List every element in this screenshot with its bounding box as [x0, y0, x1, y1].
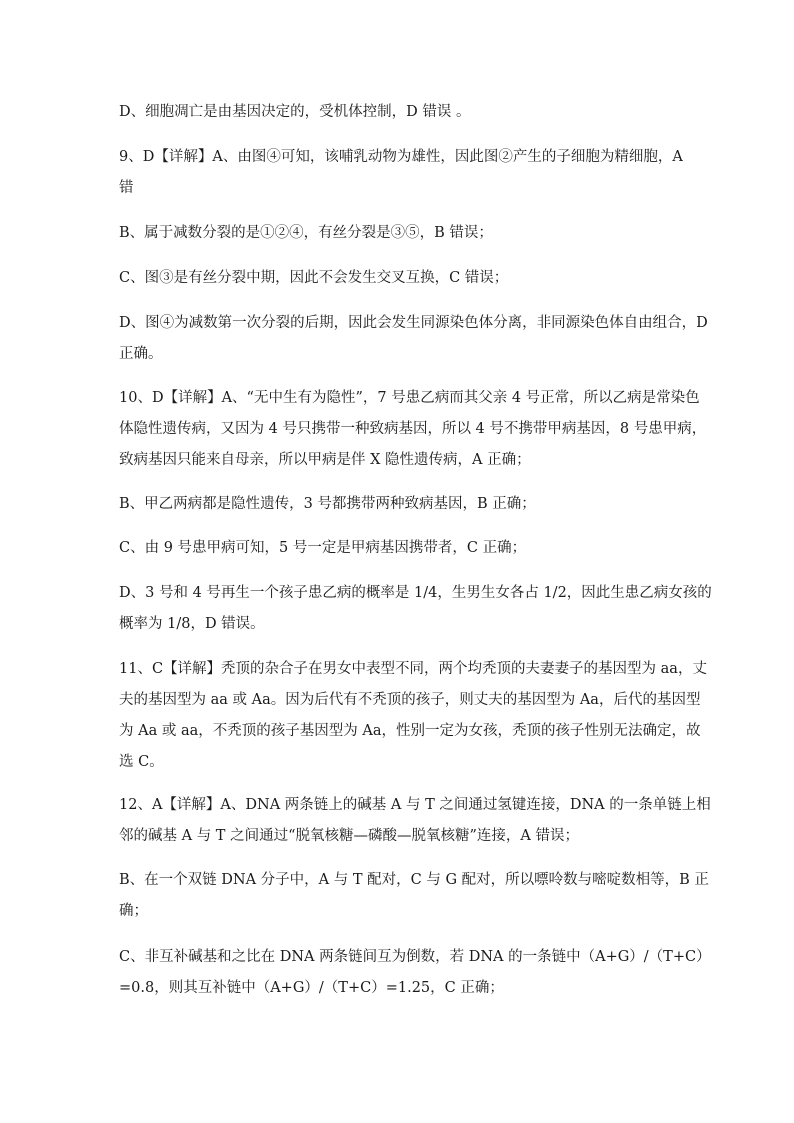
text-line: 致病基因只能来自母亲，所以甲病是伴 X 隐性遗传病，A 正确；: [119, 452, 531, 468]
text-line: =0.8，则其互补链中（A+G）/（T+C）=1.25，C 正确；: [119, 980, 504, 996]
text-line: 10、D【详解】A、“无中生有为隐性”，7 号患乙病而其父亲 4 号正常，所以乙病是常染色: [119, 390, 700, 406]
text-line: C、由 9 号患甲病可知，5 号一定是甲病基因携带者，C 正确；: [119, 540, 527, 556]
text-line: 12、A【详解】A、DNA 两条链上的碱基 A 与 T 之间通过氢键连接，DNA 的一条单链上相: [119, 797, 711, 813]
paragraph: [119, 790, 711, 852]
paragraph: [119, 97, 699, 128]
paragraph: [119, 263, 699, 294]
paragraph: [119, 142, 699, 204]
text-line: 9、D【详解】A、由图④可知，该哺乳动物为雄性，因此图②产生的子细胞为精细胞，A: [119, 149, 683, 165]
text-line: B、在一个双链 DNA 分子中，A 与 T 配对，C 与 G 配对，所以嘌呤数与嘧啶数相等，B 正: [119, 872, 709, 888]
text-line: 错: [119, 180, 134, 196]
paragraph: [119, 383, 707, 476]
paragraph: [119, 308, 708, 370]
text-line: B、属于减数分裂的是①②④，有丝分裂是③⑤，B 错误；: [119, 225, 493, 241]
paragraph: [119, 578, 712, 640]
paragraph: [119, 533, 699, 564]
text-line: 选 C。: [119, 754, 164, 770]
text-line: C、非互补碱基和之比在 DNA 两条链间互为倒数，若 DNA 的一条链中（A+G）/（T+C）: [119, 949, 711, 965]
text-line: 夫的基因型为 aa 或 Aa。因为后代有不秃顶的孩子，则丈夫的基因型为 Aa，后代的基因型: [119, 692, 701, 708]
text-line: 为 Aa 或 aa，不秃顶的孩子基因型为 Aa，性别一定为女孩，秃顶的孩子性别无法确定，故: [119, 723, 701, 739]
text-line: 邻的碱基 A 与 T 之间通过“脱氧核糖—磷酸—脱氧核糖”连接，A 错误；: [119, 828, 579, 844]
paragraph: [119, 654, 707, 778]
paragraph: [119, 865, 709, 927]
text-line: D、细胞凋亡是由基因决定的，受机体控制，D 错误 。: [119, 104, 471, 120]
text-line: 11、C【详解】秃顶的杂合子在男女中表型不同，两个均秃顶的夫妻妻子的基因型为 aa，丈: [119, 661, 707, 677]
text-line: D、图④为减数第一次分裂的后期，因此会发生同源染色体分离，非同源染色体自由组合，D: [119, 315, 708, 331]
paragraph: [119, 218, 699, 249]
text-line: 正确。: [119, 346, 163, 362]
text-line: D、3 号和 4 号再生一个孩子患乙病的概率是 1/4，生男生女各占 1/2，因此生患乙病女孩的: [119, 585, 712, 601]
text-line: 确；: [119, 903, 148, 919]
text-line: C、图③是有丝分裂中期，因此不会发生交叉互换，C 错误；: [119, 270, 509, 286]
text-line: 体隐性遗传病，又因为 4 号只携带一种致病基因，所以 4 号不携带甲病基因，8 号患甲病，: [119, 421, 707, 437]
text-line: 概率为 1/8，D 错误。: [119, 616, 265, 632]
text-line: B、甲乙两病都是隐性遗传，3 号都携带两种致病基因，B 正确；: [119, 496, 536, 512]
paragraph: [119, 942, 711, 1004]
paragraph: [119, 489, 699, 520]
